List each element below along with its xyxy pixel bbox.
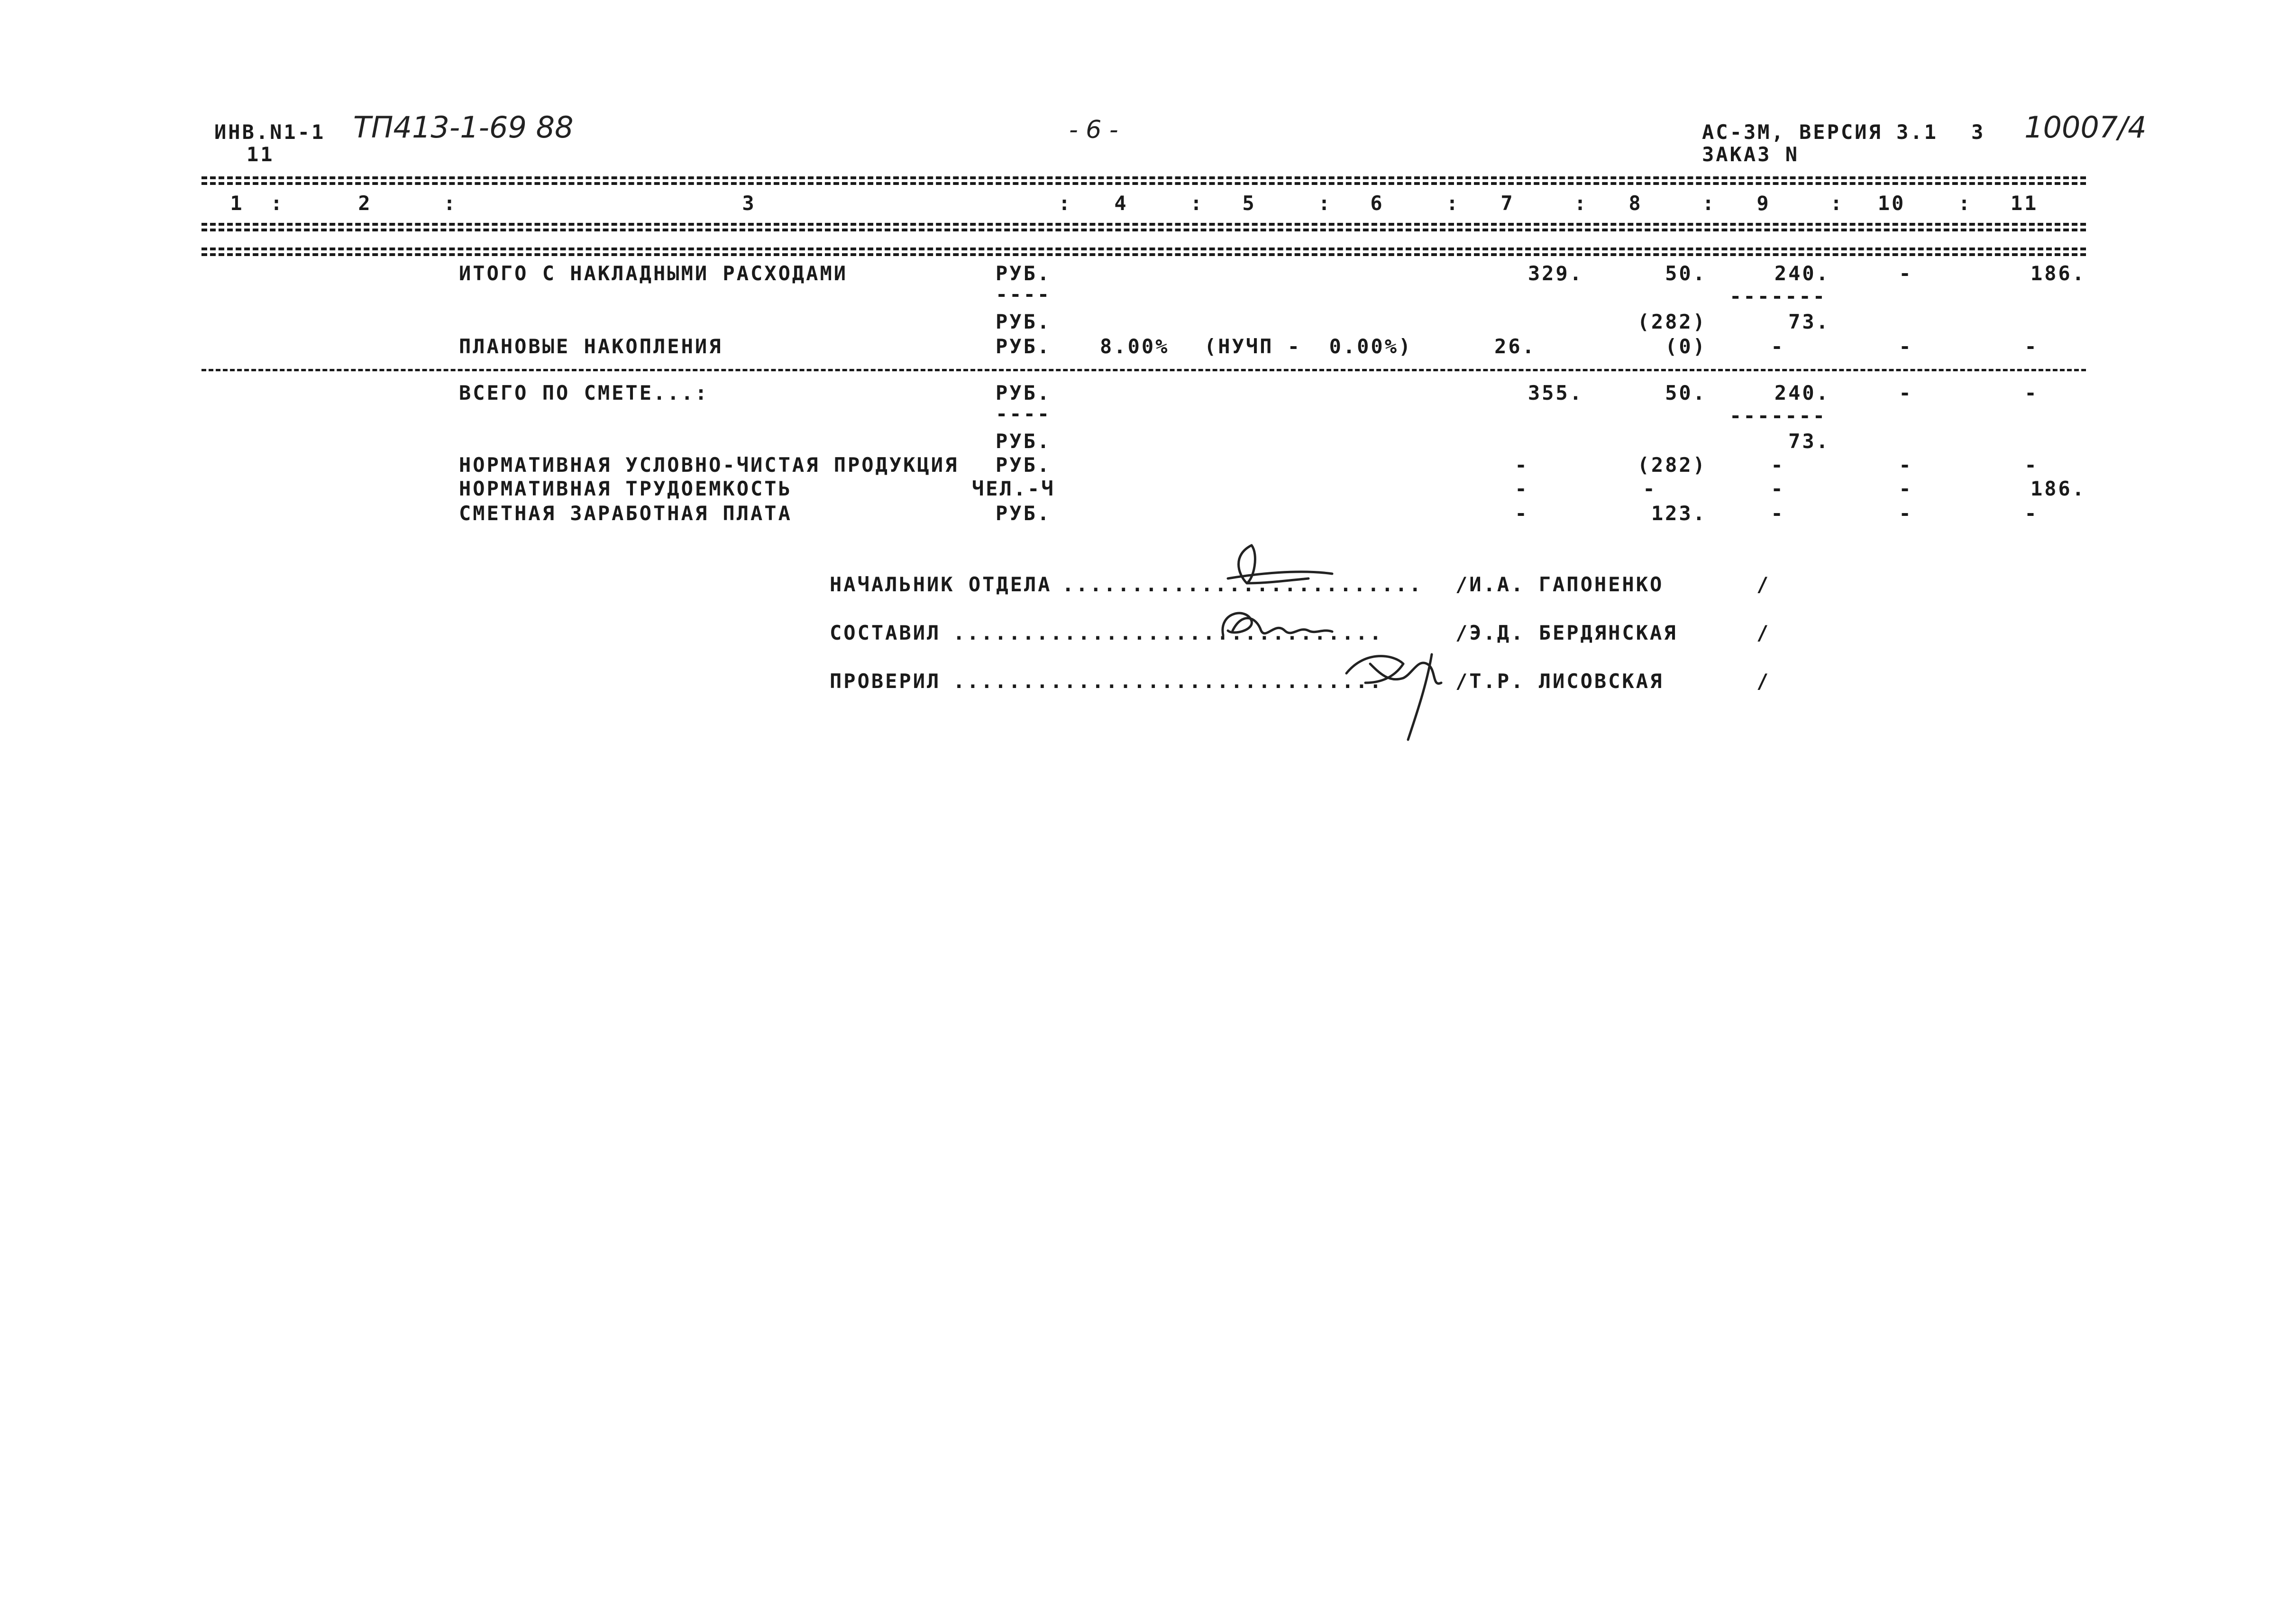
signature-role: СОСТАВИЛ <box>830 621 941 644</box>
cell-col8: - <box>1643 477 1657 500</box>
cell-col9: - <box>1771 477 1785 500</box>
cell-col7: - <box>1515 453 1529 477</box>
row-unit: РУБ. <box>996 335 1052 358</box>
cell-col7: 355. <box>1528 381 1583 404</box>
cell-col10: - <box>1899 453 1913 477</box>
col-header: 11 <box>2010 192 2039 215</box>
cell-col10: - <box>1899 381 1913 404</box>
nuchp-rate: (НУЧП - 0.00%) <box>1204 335 1413 358</box>
col-header: 9 <box>1756 192 1771 215</box>
body-top-rule-2 <box>201 253 2086 256</box>
page-number: - 6 - <box>1069 116 1118 144</box>
col-header: 2 <box>358 192 372 215</box>
body-top-rule <box>201 248 2086 250</box>
col-header: 10 <box>1877 192 1906 215</box>
col-separator: : <box>1830 192 1844 215</box>
cell-col11: - <box>2024 502 2039 525</box>
row-unit: ЧЕЛ.-Ч <box>972 477 1055 500</box>
cell-col7: 329. <box>1528 262 1583 285</box>
cell-col11: - <box>2024 381 2039 404</box>
cell-col11: - <box>2024 335 2039 358</box>
header-top-rule <box>201 176 2086 179</box>
cell-col10: - <box>1899 502 1913 525</box>
col-header: 7 <box>1500 192 1515 215</box>
row-unit: РУБ. <box>996 381 1052 404</box>
signature-name: /И.А. ГАПОНЕНКО <box>1455 573 1664 596</box>
cell-col9: - <box>1771 453 1785 477</box>
header-bottom-rule <box>201 223 2086 226</box>
handwritten-signature-head <box>1214 536 1346 602</box>
row-unit-2: РУБ. <box>996 310 1052 333</box>
row-label: ИТОГО С НАКЛАДНЫМИ РАСХОДАМИ <box>459 262 848 285</box>
signature-name: /Т.Р. ЛИСОВСКАЯ <box>1455 670 1664 693</box>
inventory-label: ИНВ.N1-1 <box>214 120 326 144</box>
cell-col11: 186. <box>2030 262 2086 285</box>
col-separator: : <box>443 192 457 215</box>
col-separator: : <box>1702 192 1716 215</box>
section-separator <box>201 369 2086 371</box>
cell-col7: 26. <box>1494 335 1536 358</box>
unit-underline: ---- <box>996 402 1052 425</box>
handwritten-signature-checked <box>1337 645 1460 749</box>
cell-col9: 240. <box>1774 381 1830 404</box>
col-separator: : <box>1574 192 1588 215</box>
cell-col8: (0) <box>1665 335 1707 358</box>
cell-col8: (282) <box>1637 453 1707 477</box>
col-separator: : <box>1318 192 1332 215</box>
cell-col9-b: 73. <box>1788 310 1830 333</box>
signature-role: НАЧАЛЬНИК ОТДЕЛА <box>830 573 1052 596</box>
unit-underline: ---- <box>996 283 1052 306</box>
signature-tail: / <box>1756 670 1771 693</box>
cell-col9-underline: ------- <box>1729 404 1827 427</box>
program-number: 3 <box>1971 120 1985 144</box>
signature-name: /Э.Д. БЕРДЯНСКАЯ <box>1455 621 1678 644</box>
col-separator: : <box>270 192 284 215</box>
cell-col9-underline: ------- <box>1729 284 1827 308</box>
col-separator: : <box>1190 192 1204 215</box>
cell-col11: 186. <box>2030 477 2086 500</box>
cell-col9: 240. <box>1774 262 1830 285</box>
signature-tail: / <box>1756 621 1771 644</box>
row-label: НОРМАТИВНАЯ ТРУДОЕМКОСТЬ <box>459 477 792 500</box>
signature-role: ПРОВЕРИЛ <box>830 670 941 693</box>
signature-tail: / <box>1756 573 1771 596</box>
cell-col9-b: 73. <box>1788 430 1830 453</box>
col-separator: : <box>1058 192 1072 215</box>
cell-col8-b: (282) <box>1637 310 1707 333</box>
cell-col11: - <box>2024 453 2039 477</box>
dot-leader: .......................... <box>1062 573 1423 596</box>
rate-value: 8.00% <box>1100 335 1170 358</box>
order-label: ЗАКАЗ N <box>1702 143 1800 166</box>
row-label: НОРМАТИВНАЯ УСЛОВНО-ЧИСТАЯ ПРОДУКЦИЯ <box>459 453 959 477</box>
header-top-rule-2 <box>201 182 2086 185</box>
cell-col7: - <box>1515 502 1529 525</box>
col-header: 6 <box>1370 192 1384 215</box>
col-header: 3 <box>742 192 756 215</box>
row-unit: РУБ. <box>996 502 1052 525</box>
inventory-sub: 11 <box>247 143 274 166</box>
cell-col8: 123. <box>1651 502 1707 525</box>
row-unit-2: РУБ. <box>996 430 1052 453</box>
col-header: 5 <box>1242 192 1256 215</box>
order-number: 10007/4 <box>2024 110 2147 145</box>
row-unit: РУБ. <box>996 262 1052 285</box>
cell-col8: 50. <box>1665 262 1707 285</box>
row-label: ПЛАНОВЫЕ НАКОПЛЕНИЯ <box>459 335 723 358</box>
dot-leader: ............................... <box>953 670 1383 693</box>
col-header: 4 <box>1114 192 1128 215</box>
row-unit: РУБ. <box>996 453 1052 477</box>
document-code: ТП413-1-69 88 <box>353 110 574 145</box>
col-header: 8 <box>1628 192 1643 215</box>
handwritten-signature-compiled <box>1214 602 1356 654</box>
cell-col10: - <box>1899 477 1913 500</box>
cell-col8: 50. <box>1665 381 1707 404</box>
header-bottom-rule-2 <box>201 229 2086 231</box>
cell-col9: - <box>1771 502 1785 525</box>
cell-col7: - <box>1515 477 1529 500</box>
cell-col9: - <box>1771 335 1785 358</box>
col-separator: : <box>1446 192 1460 215</box>
row-label: СМЕТНАЯ ЗАРАБОТНАЯ ПЛАТА <box>459 502 792 525</box>
col-header: 1 <box>230 192 244 215</box>
cell-col10: - <box>1899 262 1913 285</box>
cell-col10: - <box>1899 335 1913 358</box>
row-label: ВСЕГО ПО СМЕТЕ...: <box>459 381 709 404</box>
col-separator: : <box>1958 192 1972 215</box>
dot-leader: ............................... <box>953 621 1383 644</box>
program-version: АС-3М, ВЕРСИЯ 3.1 <box>1702 120 1938 144</box>
